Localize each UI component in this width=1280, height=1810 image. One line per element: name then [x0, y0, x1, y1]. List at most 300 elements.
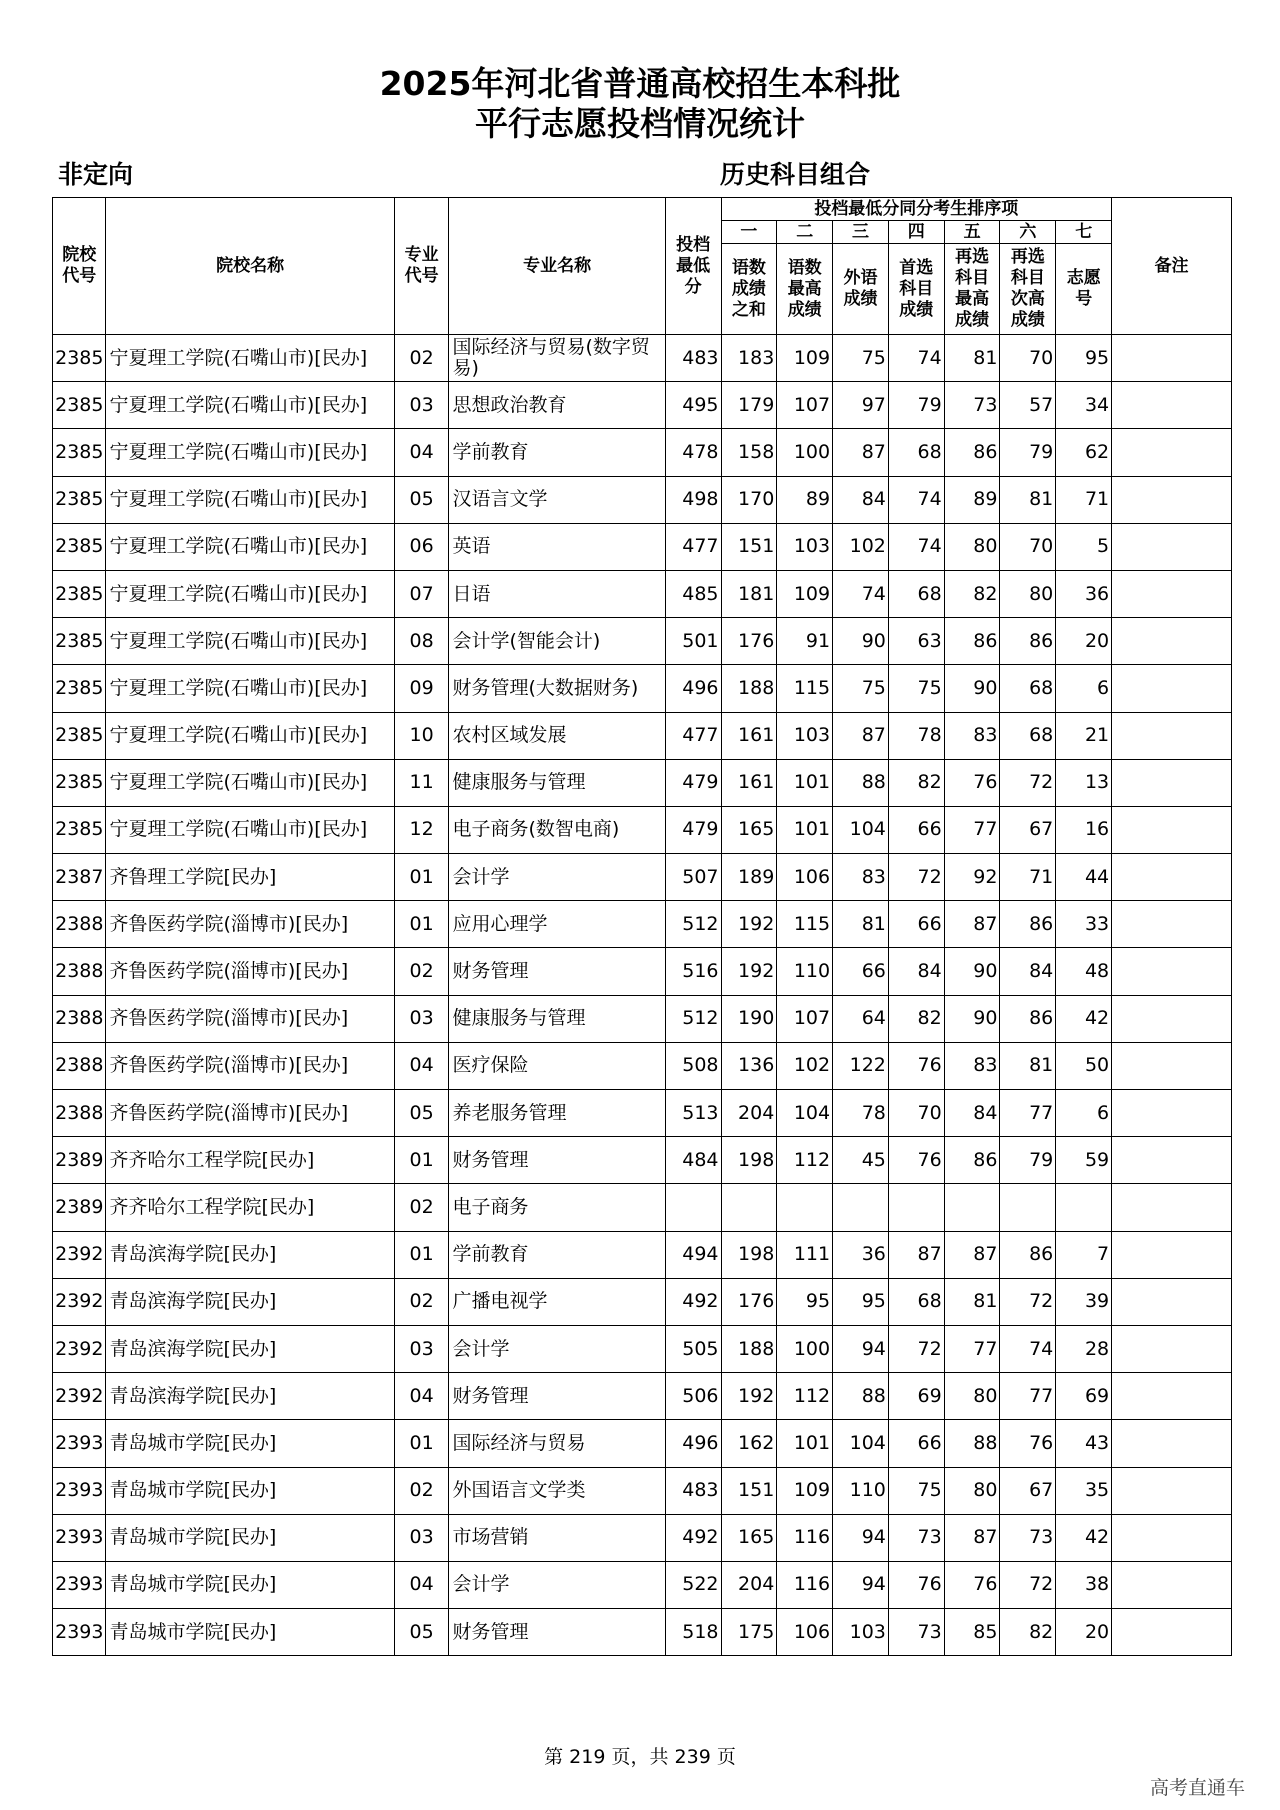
table-row	[53, 476, 1232, 523]
cell-score-sum: 179	[721, 382, 777, 429]
table-row	[53, 1373, 1232, 1420]
cell-score-sum: 192	[721, 948, 777, 995]
cell-choice-no: 21	[1056, 712, 1112, 759]
cell-choice-no: 39	[1056, 1278, 1112, 1325]
cell-foreign-lang: 90	[833, 618, 889, 665]
cell-major-code: 02	[394, 1184, 449, 1231]
cell-elective-max: 77	[944, 806, 1000, 853]
cell-major-code: 02	[394, 948, 449, 995]
header-order: 六	[1000, 221, 1056, 244]
cell-first-subject: 66	[888, 806, 944, 853]
cell-major-code: 04	[394, 1373, 449, 1420]
cell-score-sum: 192	[721, 901, 777, 948]
cell-foreign-lang: 88	[833, 759, 889, 806]
cell-major-name: 财务管理	[449, 948, 665, 995]
cell-major-code: 10	[394, 712, 449, 759]
cell-school-name: 青岛滨海学院[民办]	[106, 1325, 394, 1372]
table-header	[53, 198, 1232, 335]
cell-min-score: 477	[665, 523, 721, 570]
cell-elective-second: 81	[1000, 476, 1056, 523]
category-label: 非定向	[58, 160, 134, 189]
cell-elective-second: 77	[1000, 1090, 1056, 1137]
cell-score-max: 116	[777, 1514, 833, 1561]
cell-score-sum: 198	[721, 1137, 777, 1184]
cell-score-sum: 151	[721, 1467, 777, 1514]
cell-first-subject: 76	[888, 1137, 944, 1184]
cell-major-name: 会计学(智能会计)	[449, 618, 665, 665]
cell-score-sum: 165	[721, 806, 777, 853]
cell-remark	[1112, 1420, 1232, 1467]
cell-major-code: 01	[394, 854, 449, 901]
page-footer: 第 219 页，共 239 页	[544, 1746, 736, 1768]
table-row	[53, 665, 1232, 712]
cell-remark	[1112, 1561, 1232, 1608]
cell-school-name: 齐鲁理工学院[民办]	[106, 854, 394, 901]
table-row	[53, 523, 1232, 570]
cell-choice-no: 34	[1056, 382, 1112, 429]
cell-foreign-lang: 64	[833, 995, 889, 1042]
cell-major-name: 学前教育	[449, 1231, 665, 1278]
cell-score-sum: 161	[721, 712, 777, 759]
cell-elective-max: 86	[944, 429, 1000, 476]
cell-elective-max: 85	[944, 1609, 1000, 1656]
cell-school-code: 2385	[53, 759, 106, 806]
cell-min-score: 498	[665, 476, 721, 523]
cell-score-sum: 188	[721, 1325, 777, 1372]
table-row	[53, 1609, 1232, 1656]
cell-elective-second	[1000, 1184, 1056, 1231]
cell-elective-max: 80	[944, 523, 1000, 570]
cell-min-score: 516	[665, 948, 721, 995]
cell-school-code: 2388	[53, 901, 106, 948]
watermark: 高考直通车	[1150, 1777, 1246, 1799]
cell-score-sum: 183	[721, 335, 777, 382]
cell-remark	[1112, 806, 1232, 853]
cell-school-code: 2385	[53, 335, 106, 382]
cell-min-score: 483	[665, 1467, 721, 1514]
cell-choice-no: 50	[1056, 1042, 1112, 1089]
cell-major-name: 电子商务	[449, 1184, 665, 1231]
page-title-line2: 平行志愿投档情况统计	[475, 104, 805, 143]
cell-min-score: 508	[665, 1042, 721, 1089]
cell-major-code: 03	[394, 382, 449, 429]
cell-remark	[1112, 1137, 1232, 1184]
cell-remark	[1112, 1184, 1232, 1231]
cell-min-score: 496	[665, 665, 721, 712]
cell-school-name: 齐齐哈尔工程学院[民办]	[106, 1137, 394, 1184]
cell-major-name: 电子商务(数智电商)	[449, 806, 665, 853]
cell-foreign-lang: 84	[833, 476, 889, 523]
header-major-name: 专业名称	[449, 198, 665, 335]
cell-school-name: 齐鲁医药学院(淄博市)[民办]	[106, 901, 394, 948]
cell-first-subject: 72	[888, 854, 944, 901]
cell-min-score: 494	[665, 1231, 721, 1278]
cell-min-score: 522	[665, 1561, 721, 1608]
cell-elective-second: 80	[1000, 570, 1056, 617]
cell-choice-no: 95	[1056, 335, 1112, 382]
cell-elective-max: 92	[944, 854, 1000, 901]
cell-school-name: 齐齐哈尔工程学院[民办]	[106, 1184, 394, 1231]
cell-score-max: 89	[777, 476, 833, 523]
cell-elective-second: 67	[1000, 1467, 1056, 1514]
cell-school-name: 齐鲁医药学院(淄博市)[民办]	[106, 1090, 394, 1137]
cell-score-max: 112	[777, 1137, 833, 1184]
header-order: 五	[944, 221, 1000, 244]
cell-first-subject: 82	[888, 759, 944, 806]
cell-school-name: 宁夏理工学院(石嘴山市)[民办]	[106, 618, 394, 665]
cell-score-sum: 198	[721, 1231, 777, 1278]
cell-score-max: 112	[777, 1373, 833, 1420]
cell-choice-no: 42	[1056, 1514, 1112, 1561]
cell-school-code: 2385	[53, 712, 106, 759]
cell-elective-second: 79	[1000, 429, 1056, 476]
cell-school-code: 2392	[53, 1278, 106, 1325]
cell-min-score: 506	[665, 1373, 721, 1420]
cell-score-sum: 188	[721, 665, 777, 712]
cell-foreign-lang: 75	[833, 665, 889, 712]
cell-elective-max: 76	[944, 1561, 1000, 1608]
cell-choice-no: 36	[1056, 570, 1112, 617]
table-row	[53, 429, 1232, 476]
cell-elective-second: 70	[1000, 523, 1056, 570]
cell-major-name: 财务管理	[449, 1373, 665, 1420]
cell-major-name: 会计学	[449, 1325, 665, 1372]
cell-school-code: 2392	[53, 1373, 106, 1420]
cell-elective-max: 76	[944, 759, 1000, 806]
cell-choice-no: 33	[1056, 901, 1112, 948]
cell-first-subject: 66	[888, 901, 944, 948]
cell-min-score: 495	[665, 382, 721, 429]
cell-school-code: 2389	[53, 1184, 106, 1231]
cell-major-name: 会计学	[449, 854, 665, 901]
cell-score-max: 109	[777, 570, 833, 617]
cell-elective-second: 79	[1000, 1137, 1056, 1184]
header-sub: 志愿号	[1056, 244, 1112, 335]
cell-min-score: 479	[665, 806, 721, 853]
cell-score-sum: 176	[721, 1278, 777, 1325]
cell-school-name: 宁夏理工学院(石嘴山市)[民办]	[106, 759, 394, 806]
cell-score-sum: 192	[721, 1373, 777, 1420]
table-row	[53, 1561, 1232, 1608]
cell-remark	[1112, 901, 1232, 948]
table-row	[53, 901, 1232, 948]
cell-choice-no: 6	[1056, 1090, 1112, 1137]
cell-score-sum: 165	[721, 1514, 777, 1561]
cell-major-code: 04	[394, 429, 449, 476]
table-row	[53, 1090, 1232, 1137]
cell-elective-second: 72	[1000, 1278, 1056, 1325]
cell-remark	[1112, 854, 1232, 901]
cell-major-code: 03	[394, 1325, 449, 1372]
header-sub: 语数最高成绩	[777, 244, 833, 335]
cell-elective-max: 77	[944, 1325, 1000, 1372]
cell-remark	[1112, 1042, 1232, 1089]
cell-elective-second: 86	[1000, 995, 1056, 1042]
table-row	[53, 1467, 1232, 1514]
cell-school-name: 青岛城市学院[民办]	[106, 1467, 394, 1514]
cell-foreign-lang: 104	[833, 1420, 889, 1467]
table-row	[53, 382, 1232, 429]
cell-major-name: 外国语言文学类	[449, 1467, 665, 1514]
cell-major-code: 02	[394, 1467, 449, 1514]
cell-elective-second: 86	[1000, 1231, 1056, 1278]
cell-major-name: 会计学	[449, 1561, 665, 1608]
cell-remark	[1112, 665, 1232, 712]
cell-score-sum: 204	[721, 1561, 777, 1608]
cell-score-max: 115	[777, 665, 833, 712]
cell-school-code: 2388	[53, 1042, 106, 1089]
cell-choice-no: 59	[1056, 1137, 1112, 1184]
cell-school-name: 齐鲁医药学院(淄博市)[民办]	[106, 948, 394, 995]
cell-choice-no: 69	[1056, 1373, 1112, 1420]
cell-foreign-lang: 95	[833, 1278, 889, 1325]
cell-foreign-lang: 104	[833, 806, 889, 853]
cell-score-max: 104	[777, 1090, 833, 1137]
header-school-name: 院校名称	[106, 198, 394, 335]
cell-elective-second: 74	[1000, 1325, 1056, 1372]
cell-remark	[1112, 1090, 1232, 1137]
cell-score-max: 107	[777, 995, 833, 1042]
cell-major-code: 11	[394, 759, 449, 806]
admission-table	[52, 197, 1232, 1656]
cell-major-code: 04	[394, 1561, 449, 1608]
cell-major-name: 医疗保险	[449, 1042, 665, 1089]
header-major-code: 专业代号	[394, 198, 449, 335]
cell-choice-no: 35	[1056, 1467, 1112, 1514]
cell-school-name: 宁夏理工学院(石嘴山市)[民办]	[106, 570, 394, 617]
cell-foreign-lang	[833, 1184, 889, 1231]
cell-remark	[1112, 759, 1232, 806]
cell-school-code: 2387	[53, 854, 106, 901]
cell-remark	[1112, 1609, 1232, 1656]
header-sub: 外语成绩	[833, 244, 889, 335]
cell-major-name: 英语	[449, 523, 665, 570]
cell-major-name: 日语	[449, 570, 665, 617]
cell-major-code: 01	[394, 1137, 449, 1184]
cell-min-score: 496	[665, 1420, 721, 1467]
cell-elective-second: 72	[1000, 759, 1056, 806]
cell-school-code: 2385	[53, 570, 106, 617]
cell-school-code: 2385	[53, 523, 106, 570]
cell-first-subject: 73	[888, 1609, 944, 1656]
cell-major-code: 12	[394, 806, 449, 853]
cell-school-name: 宁夏理工学院(石嘴山市)[民办]	[106, 806, 394, 853]
table-row	[53, 570, 1232, 617]
cell-score-max: 111	[777, 1231, 833, 1278]
header-min-score: 投档最低分	[665, 198, 721, 335]
cell-school-code: 2385	[53, 476, 106, 523]
cell-choice-no: 20	[1056, 618, 1112, 665]
cell-school-code: 2393	[53, 1467, 106, 1514]
cell-score-max: 107	[777, 382, 833, 429]
cell-school-name: 青岛滨海学院[民办]	[106, 1278, 394, 1325]
cell-score-max: 100	[777, 1325, 833, 1372]
cell-first-subject: 63	[888, 618, 944, 665]
cell-score-max	[777, 1184, 833, 1231]
cell-choice-no: 5	[1056, 523, 1112, 570]
cell-min-score: 507	[665, 854, 721, 901]
cell-elective-second: 86	[1000, 901, 1056, 948]
cell-major-code: 01	[394, 901, 449, 948]
cell-min-score: 492	[665, 1278, 721, 1325]
cell-elective-max: 82	[944, 570, 1000, 617]
cell-min-score: 492	[665, 1514, 721, 1561]
cell-foreign-lang: 110	[833, 1467, 889, 1514]
cell-major-code: 05	[394, 1090, 449, 1137]
cell-score-max: 102	[777, 1042, 833, 1089]
cell-school-name: 宁夏理工学院(石嘴山市)[民办]	[106, 429, 394, 476]
cell-elective-second: 86	[1000, 618, 1056, 665]
cell-school-code: 2393	[53, 1609, 106, 1656]
table-row	[53, 1137, 1232, 1184]
cell-min-score: 479	[665, 759, 721, 806]
cell-elective-max: 83	[944, 1042, 1000, 1089]
cell-major-name: 广播电视学	[449, 1278, 665, 1325]
cell-elective-max: 90	[944, 995, 1000, 1042]
cell-school-code: 2388	[53, 1090, 106, 1137]
cell-elective-max: 81	[944, 1278, 1000, 1325]
cell-school-name: 宁夏理工学院(石嘴山市)[民办]	[106, 476, 394, 523]
cell-school-name: 宁夏理工学院(石嘴山市)[民办]	[106, 523, 394, 570]
cell-score-max: 106	[777, 1609, 833, 1656]
cell-major-code: 08	[394, 618, 449, 665]
cell-elective-second: 73	[1000, 1514, 1056, 1561]
cell-remark	[1112, 382, 1232, 429]
cell-min-score: 485	[665, 570, 721, 617]
cell-foreign-lang: 83	[833, 854, 889, 901]
cell-score-max: 110	[777, 948, 833, 995]
cell-school-name: 青岛滨海学院[民办]	[106, 1231, 394, 1278]
cell-elective-second: 68	[1000, 665, 1056, 712]
cell-first-subject: 78	[888, 712, 944, 759]
table-body	[53, 335, 1232, 1656]
cell-min-score: 518	[665, 1609, 721, 1656]
table-row	[53, 712, 1232, 759]
cell-school-code: 2388	[53, 995, 106, 1042]
cell-school-code: 2393	[53, 1514, 106, 1561]
cell-major-name: 学前教育	[449, 429, 665, 476]
cell-first-subject: 66	[888, 1420, 944, 1467]
cell-min-score: 478	[665, 429, 721, 476]
cell-remark	[1112, 1514, 1232, 1561]
cell-score-sum: 158	[721, 429, 777, 476]
table-row	[53, 995, 1232, 1042]
cell-school-name: 齐鲁医药学院(淄博市)[民办]	[106, 1042, 394, 1089]
cell-elective-second: 71	[1000, 854, 1056, 901]
page-title-line1: 2025年河北省普通高校招生本科批	[379, 64, 901, 103]
cell-choice-no: 7	[1056, 1231, 1112, 1278]
cell-elective-max: 81	[944, 335, 1000, 382]
table-row	[53, 618, 1232, 665]
cell-score-max: 103	[777, 712, 833, 759]
cell-min-score: 512	[665, 901, 721, 948]
cell-score-max: 101	[777, 759, 833, 806]
cell-school-code: 2392	[53, 1325, 106, 1372]
cell-major-name: 国际经济与贸易	[449, 1420, 665, 1467]
cell-major-code: 09	[394, 665, 449, 712]
cell-foreign-lang: 45	[833, 1137, 889, 1184]
cell-elective-second: 76	[1000, 1420, 1056, 1467]
cell-major-name: 市场营销	[449, 1514, 665, 1561]
cell-choice-no: 28	[1056, 1325, 1112, 1372]
table-row	[53, 1325, 1232, 1372]
cell-score-max: 109	[777, 1467, 833, 1514]
cell-elective-max: 86	[944, 1137, 1000, 1184]
cell-major-name: 健康服务与管理	[449, 995, 665, 1042]
cell-score-sum: 175	[721, 1609, 777, 1656]
cell-remark	[1112, 429, 1232, 476]
cell-school-name: 齐鲁医药学院(淄博市)[民办]	[106, 995, 394, 1042]
cell-major-code: 01	[394, 1420, 449, 1467]
header-order: 二	[777, 221, 833, 244]
cell-major-code: 05	[394, 476, 449, 523]
cell-first-subject: 76	[888, 1042, 944, 1089]
cell-major-code: 03	[394, 995, 449, 1042]
cell-score-sum: 162	[721, 1420, 777, 1467]
header-sub: 首选科目成绩	[888, 244, 944, 335]
cell-min-score: 512	[665, 995, 721, 1042]
cell-remark	[1112, 995, 1232, 1042]
cell-score-max: 103	[777, 523, 833, 570]
cell-school-code: 2385	[53, 382, 106, 429]
cell-first-subject: 70	[888, 1090, 944, 1137]
cell-elective-max: 88	[944, 1420, 1000, 1467]
header-order: 四	[888, 221, 944, 244]
cell-first-subject: 75	[888, 1467, 944, 1514]
cell-first-subject: 87	[888, 1231, 944, 1278]
cell-remark	[1112, 476, 1232, 523]
cell-choice-no: 13	[1056, 759, 1112, 806]
cell-school-code: 2393	[53, 1561, 106, 1608]
cell-school-name: 青岛滨海学院[民办]	[106, 1373, 394, 1420]
header-order: 一	[721, 221, 777, 244]
cell-foreign-lang: 78	[833, 1090, 889, 1137]
cell-school-code: 2393	[53, 1420, 106, 1467]
cell-elective-max	[944, 1184, 1000, 1231]
cell-score-max: 100	[777, 429, 833, 476]
subject-group-label: 历史科目组合	[720, 160, 871, 189]
cell-elective-max: 87	[944, 901, 1000, 948]
cell-foreign-lang: 94	[833, 1561, 889, 1608]
header-rank-group: 投档最低分同分考生排序项	[721, 198, 1112, 221]
cell-min-score: 483	[665, 335, 721, 382]
cell-elective-max: 87	[944, 1231, 1000, 1278]
cell-elective-second: 77	[1000, 1373, 1056, 1420]
cell-score-max: 101	[777, 1420, 833, 1467]
cell-score-max: 109	[777, 335, 833, 382]
header-order: 七	[1056, 221, 1112, 244]
cell-elective-second: 82	[1000, 1609, 1056, 1656]
cell-min-score	[665, 1184, 721, 1231]
header-order: 三	[833, 221, 889, 244]
cell-major-code: 02	[394, 1278, 449, 1325]
header-sub: 语数成绩之和	[721, 244, 777, 335]
cell-major-code: 07	[394, 570, 449, 617]
cell-first-subject: 72	[888, 1325, 944, 1372]
cell-elective-max: 73	[944, 382, 1000, 429]
cell-first-subject: 84	[888, 948, 944, 995]
cell-score-sum: 181	[721, 570, 777, 617]
cell-score-max: 95	[777, 1278, 833, 1325]
header-sub: 再选科目最高成绩	[944, 244, 1000, 335]
cell-foreign-lang: 102	[833, 523, 889, 570]
cell-remark	[1112, 1325, 1232, 1372]
cell-school-name: 宁夏理工学院(石嘴山市)[民办]	[106, 665, 394, 712]
cell-first-subject: 74	[888, 335, 944, 382]
cell-remark	[1112, 1467, 1232, 1514]
cell-score-sum: 176	[721, 618, 777, 665]
cell-min-score: 505	[665, 1325, 721, 1372]
